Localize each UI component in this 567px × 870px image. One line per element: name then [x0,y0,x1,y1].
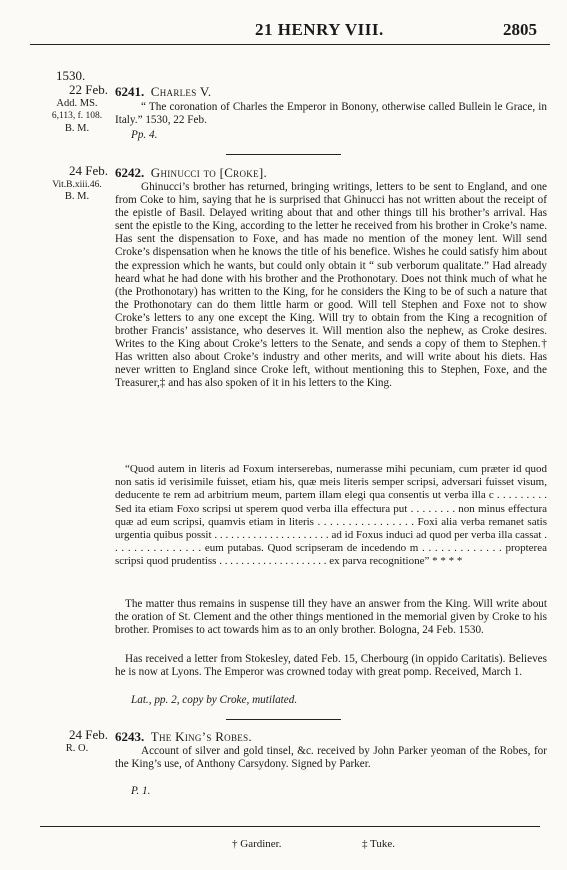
entry-6243-margin [40,729,114,755]
entry-6242-latin-extract: “Quod autem in literis ad Foxum interserebas, numerasse mihi pecuniam, cum præter id quod non satis id verisimile fuisset, etiam his, quæ meis literis semper scripsi, adversari fuisset visum, deducente te rem ad arbitrium meum, partem illam elegi qua consentis ut verba illa c . . . . . . . . . Sed ita etiam Foxo scripsi ut sperem quod verba illa effectura put . . . . . . . . non minus effectura quæ ad eum scripsi, quamvis etiam in literis . . . . . . . . . . . . . . . . Foxi alia verba remanet satis urgentia quibus possit . . . . . . . . . . . . . . . . . . . . . ad id Foxus induci ad quod per verba illa cassat . . . . . . . . . . . . . . . eum putabas. Quod scripseram de incedendo m . . . . . . . . . . . . . propterea scripsi quod prudentiss . . . . . . . . . . . . . . . . . . . . ex parva recognitione” * * * * [115,463,547,568]
source-ref: R. O. [65,742,89,754]
entry-6241-margin [40,84,114,135]
entry-6242-heading [115,165,267,181]
page-number: 2805 [503,20,537,39]
source-ref: B. M. [64,122,90,134]
entry-6241-heading [115,84,211,100]
footnote: † Gardiner. [232,838,282,850]
entry-6241-reference: Pp. 4. [131,129,158,141]
source-ref: 6,113, f. 108. [51,111,103,122]
entry-6242-abstract-cont: The matter thus remains in suspense till they have an answer from the King. Will write about the oration of St. Clement and the other things mentioned in the memorial given by Croke to his brother. Promises to act towards him as to an only brother. Bologna, 24 Feb. 1530. [115,598,547,637]
entry-date: 24 Feb. [69,163,108,178]
entry-6243-heading [115,729,252,745]
entry-number: 6242. [115,165,145,180]
entry-number: 6243. [115,729,145,744]
entry-title: Ghinucci to [Croke]. [150,165,268,180]
entry-title: Charles V. [150,84,212,99]
source-ref: B. M. [64,191,90,203]
entry-6242-margin [40,165,114,204]
entry-6243-abstract: Account of silver and gold tinsel, &c. received by John Parker yeoman of the Robes, for the King’s use, of Anthony Carsydony. Signed by Parker. [115,745,547,771]
source-ref: Add. MS. [56,97,98,109]
entry-6242-abstract-end: Has received a letter from Stokesley, dated Feb. 15, Cherbourg (in oppido Caritatis). Believes he is now at Lyons. The Emperor was crowned today with great pomp. Received, March 1. [115,653,547,679]
entry-title: The King’s Robes. [150,729,252,744]
running-head-title: 21 HENRY VIII. [255,20,384,39]
entry-date: 24 Feb. [69,727,108,742]
footnote: ‡ Tuke. [362,838,396,850]
entry-date: 22 Feb. [69,82,108,97]
entry-separator [226,719,341,720]
entry-6242-abstract: Ghinucci’s brother has returned, bringing writings, letters to be sent to England, and one from Coke to him, saying that he is surprised that Ghinucci has not written about the receipt of the epistle of Basil. Delayed writing about that and other things till his brother’s arrival. Has sent the epistle to the King, according to the letter he received from his brother in Croke’s name. Has sent the dispensation to Foxe, and has made no mention of the money lent. Will send Croke’s dispensation when he knows the title of his benefice. Wishes he could satisfy him about the expression which he wants, but could only obtain it “ sub verborum qualitate.” Had already heard what he had done with his brother and the Prothonotary. Does not think much of what he (the Prothonotary) has written to the King, for he considers the King to be of such a nature that the Prothonotary can do them little harm or good. Will tell Stephen and Foxe not to show Croke’s letters to any one except the King. Will try to obtain from the King a recognition of brother Francis’ assistance, who deserves it. Will mention also the nephew, as Croke desires. Writes to the King about Croke’s letters to the Senate, and sends a copy of them to Stephen.† Has written also about Croke’s industry and other merits, and will write about his diets. Has never written to England since Croke left, without mentioning this to Stephen, Foxe, and the Treasurer,‡ and has also spoken of it in his letters to the King. [115,181,547,390]
footnote-rule [40,826,540,827]
entry-6243-reference: P. 1. [131,785,151,797]
entry-separator [226,154,341,155]
entry-number: 6241. [115,84,145,99]
year-label: 1530. [56,68,86,83]
entry-6242-reference: Lat., pp. 2, copy by Croke, mutilated. [131,694,298,706]
entry-6241-abstract: “ The coronation of Charles the Emperor in Bonony, otherwise called Bullein le Grace, in Italy.” 1530, 22 Feb. [115,101,547,127]
header-rule [30,44,550,45]
source-ref: Vit.B.xiii.46. [52,179,102,190]
